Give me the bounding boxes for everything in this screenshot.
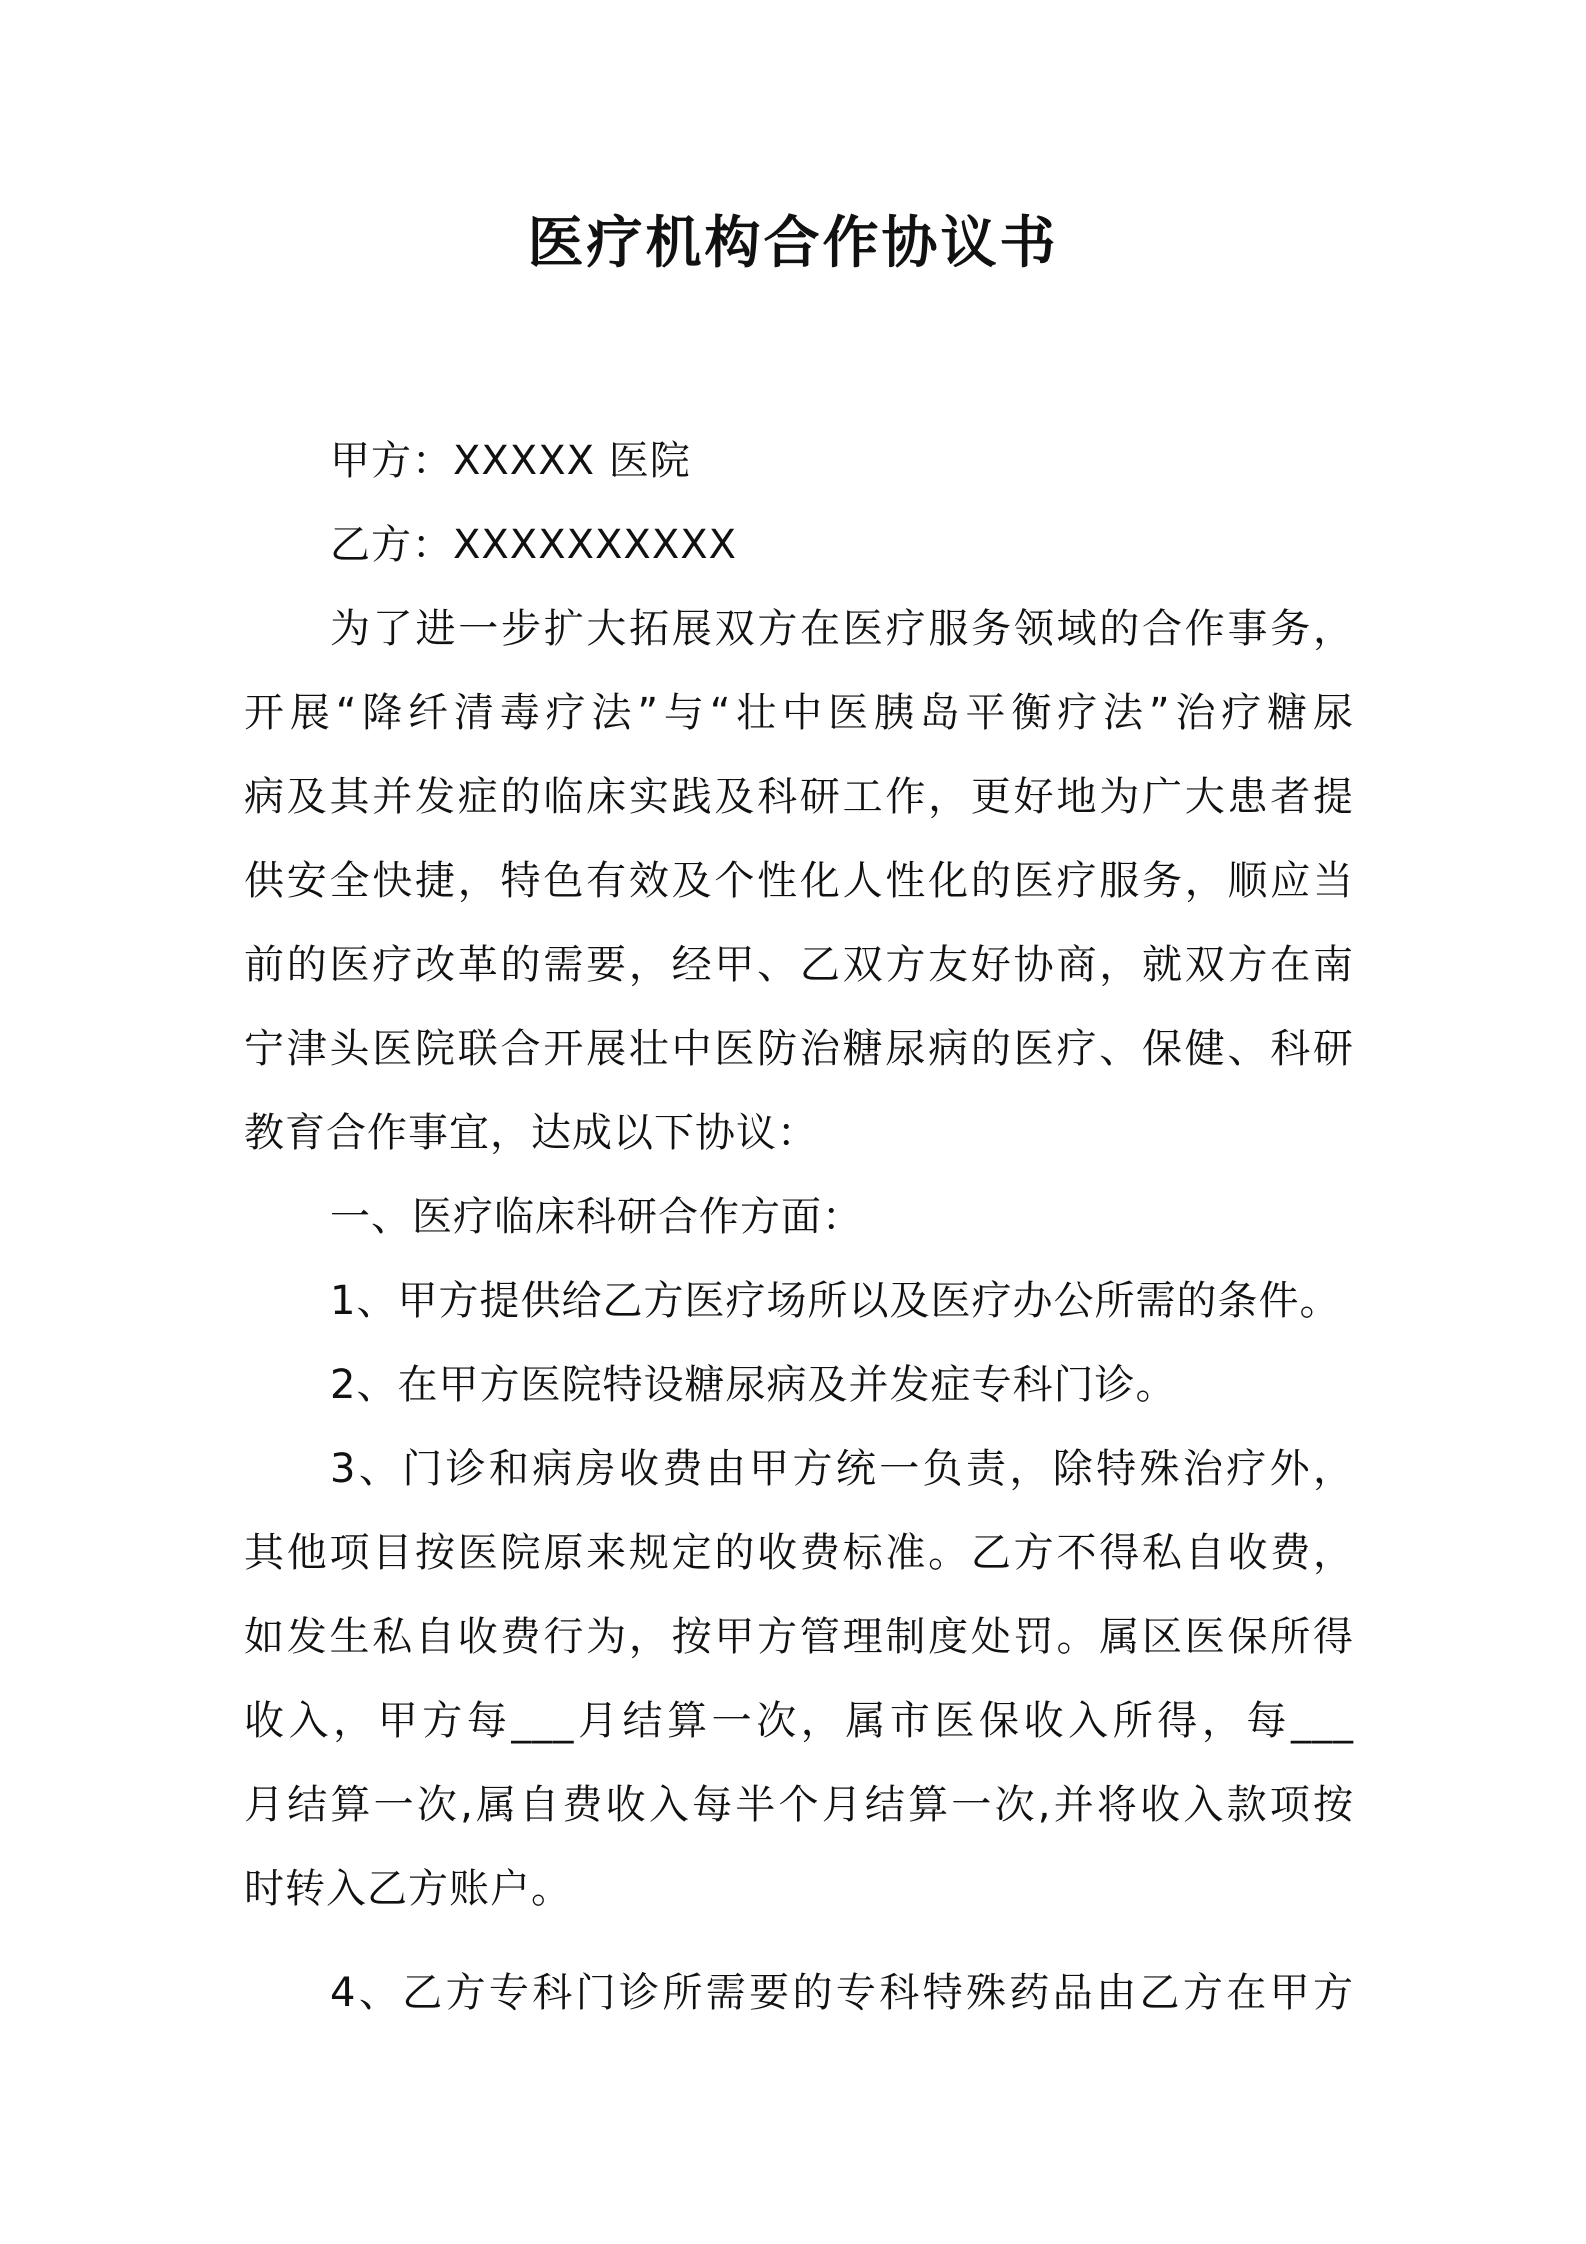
intro-line: 宁津头医院联合开展壮中医防治糖尿病的医疗、保健、科研 xyxy=(244,1026,1354,1072)
list-item-line: 其他项目按医院原来规定的收费标准。乙方不得私自收费， xyxy=(244,1530,1354,1576)
intro-line: 开展“降纤清毒疗法”与“壮中医胰岛平衡疗法”治疗糖尿 xyxy=(244,690,1354,736)
intro-line: 供安全快捷，特色有效及个性化人性化的医疗服务，顺应当 xyxy=(244,858,1354,904)
list-item-line: 3、门诊和病房收费由甲方统一负责，除特殊治疗外， xyxy=(330,1446,1354,1492)
intro-line: 前的医疗改革的需要，经甲、乙双方友好协商，就双方在南 xyxy=(244,942,1354,988)
list-item: 1、甲方提供给乙方医疗场所以及医疗办公所需的条件。 xyxy=(330,1278,1341,1324)
intro-line: 为了进一步扩大拓展双方在医疗服务领域的合作事务， xyxy=(330,606,1354,652)
list-item: 2、在甲方医院特设糖尿病及并发症专科门诊。 xyxy=(330,1362,1177,1408)
document-title: 医疗机构合作协议书 xyxy=(527,211,1059,276)
list-item-line: 月结算一次,属自费收入每半个月结算一次,并将收入款项按 xyxy=(244,1782,1354,1828)
list-item-line: 时转入乙方账户。 xyxy=(244,1866,572,1912)
party-b-line: 乙方：XXXXXXXXXX xyxy=(330,522,738,568)
list-item-line: 4、乙方专科门诊所需要的专科特殊药品由乙方在甲方 xyxy=(330,1970,1354,2016)
list-item-line: 收入，甲方每___月结算一次，属市医保收入所得，每___ xyxy=(244,1698,1354,1744)
intro-line: 病及其并发症的临床实践及科研工作，更好地为广大患者提 xyxy=(244,774,1354,820)
list-item-line: 如发生私自收费行为，按甲方管理制度处罚。属区医保所得 xyxy=(244,1614,1354,1660)
section-heading: 一、医疗临床科研合作方面： xyxy=(330,1194,863,1240)
intro-line: 教育合作事宜，达成以下协议： xyxy=(244,1110,818,1156)
party-a-line: 甲方：XXXXX 医院 xyxy=(330,438,691,484)
